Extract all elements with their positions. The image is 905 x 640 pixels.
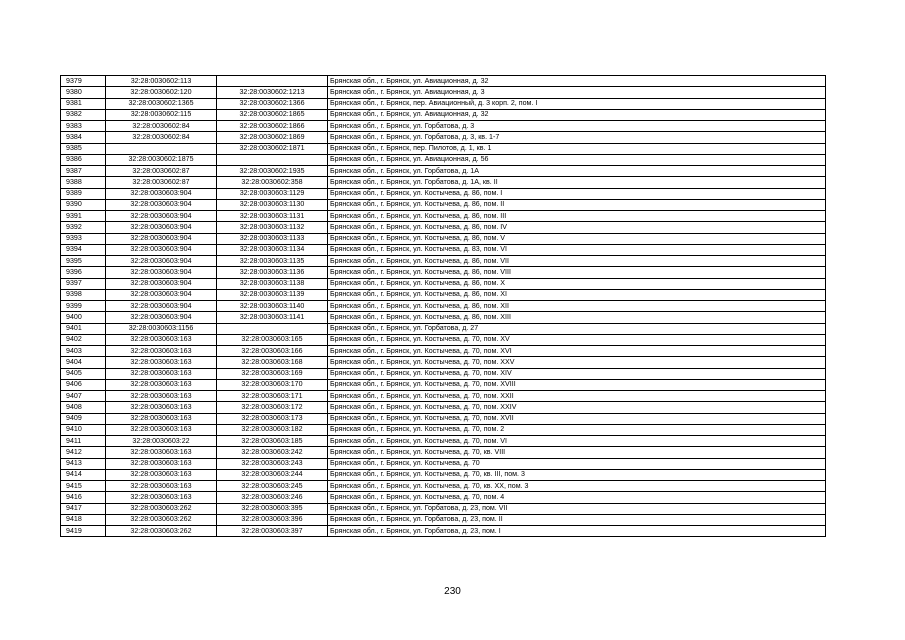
parent-cadastral-number-cell: 32:28:0030603:904	[106, 267, 217, 278]
row-number-cell: 9418	[61, 514, 106, 525]
row-number-cell: 9392	[61, 222, 106, 233]
address-cell: Брянская обл., г. Брянск, ул. Костычева, д. 86, пом. IV	[328, 222, 826, 233]
cadastral-number-cell: 32:28:0030603:245	[217, 481, 328, 492]
table-row	[61, 368, 826, 379]
address-cell: Брянская обл., г. Брянск, ул. Костычева, д. 86, пом. XI	[328, 289, 826, 300]
row-number-cell: 9396	[61, 267, 106, 278]
row-number-cell: 9386	[61, 154, 106, 165]
parent-cadastral-number-cell: 32:28:0030603:1156	[106, 323, 217, 334]
parent-cadastral-number-cell: 32:28:0030602:115	[106, 109, 217, 120]
parent-cadastral-number-cell: 32:28:0030603:163	[106, 413, 217, 424]
address-cell: Брянская обл., г. Брянск, ул. Костычева, д. 70, пом. XVIII	[328, 379, 826, 390]
address-cell: Брянская обл., г. Брянск, пер. Авиационный, д. 3 корп. 2, пом. I	[328, 98, 826, 109]
cadastral-number-cell: 32:28:0030603:1140	[217, 301, 328, 312]
parent-cadastral-number-cell: 32:28:0030603:163	[106, 368, 217, 379]
address-cell: Брянская обл., г. Брянск, ул. Костычева, д. 70, пом. XXIV	[328, 402, 826, 413]
row-number-cell: 9414	[61, 469, 106, 480]
row-number-cell: 9404	[61, 357, 106, 368]
parent-cadastral-number-cell: 32:28:0030603:163	[106, 334, 217, 345]
parent-cadastral-number-cell: 32:28:0030603:904	[106, 199, 217, 210]
parent-cadastral-number-cell: 32:28:0030603:163	[106, 458, 217, 469]
cadastral-number-cell: 32:28:0030603:182	[217, 424, 328, 435]
parent-cadastral-number-cell: 32:28:0030603:904	[106, 211, 217, 222]
address-cell: Брянская обл., г. Брянск, ул. Авиационная, д. 32	[328, 109, 826, 120]
row-number-cell: 9402	[61, 334, 106, 345]
cadastral-number-cell: 32:28:0030603:173	[217, 413, 328, 424]
parent-cadastral-number-cell: 32:28:0030602:113	[106, 76, 217, 87]
address-cell: Брянская обл., г. Брянск, ул. Костычева, д. 70, пом. 4	[328, 492, 826, 503]
row-number-cell: 9393	[61, 233, 106, 244]
table-row	[61, 76, 826, 87]
cadastral-number-cell: 32:28:0030603:1130	[217, 199, 328, 210]
table-row	[61, 424, 826, 435]
address-cell: Брянская обл., г. Брянск, ул. Костычева, д. 70, пом. XV	[328, 334, 826, 345]
row-number-cell: 9407	[61, 391, 106, 402]
address-cell: Брянская обл., г. Брянск, ул. Костычева, д. 86, пом. XIII	[328, 312, 826, 323]
table-row	[61, 301, 826, 312]
row-number-cell: 9416	[61, 492, 106, 503]
row-number-cell: 9390	[61, 199, 106, 210]
table-row	[61, 256, 826, 267]
address-cell: Брянская обл., г. Брянск, ул. Костычева, д. 86, пом. I	[328, 188, 826, 199]
parent-cadastral-number-cell: 32:28:0030603:163	[106, 357, 217, 368]
row-number-cell: 9401	[61, 323, 106, 334]
table-row	[61, 233, 826, 244]
address-cell: Брянская обл., г. Брянск, ул. Костычева, д. 70, кв. III, пом. 3	[328, 469, 826, 480]
table-row	[61, 312, 826, 323]
row-number-cell: 9415	[61, 481, 106, 492]
cadastral-number-cell: 32:28:0030603:396	[217, 514, 328, 525]
parent-cadastral-number-cell: 32:28:0030602:87	[106, 177, 217, 188]
parent-cadastral-number-cell: 32:28:0030603:163	[106, 447, 217, 458]
address-cell: Брянская обл., г. Брянск, ул. Костычева, д. 83, пом. VI	[328, 244, 826, 255]
table-row	[61, 166, 826, 177]
address-cell: Брянская обл., г. Брянск, ул. Костычева, д. 86, пом. XII	[328, 301, 826, 312]
cadastral-number-cell: 32:28:0030603:244	[217, 469, 328, 480]
parent-cadastral-number-cell: 32:28:0030603:163	[106, 379, 217, 390]
table-row	[61, 458, 826, 469]
table-row	[61, 98, 826, 109]
table-row	[61, 211, 826, 222]
parent-cadastral-number-cell: 32:28:0030602:1365	[106, 98, 217, 109]
cadastral-number-cell: 32:28:0030603:1136	[217, 267, 328, 278]
parent-cadastral-number-cell: 32:28:0030602:84	[106, 132, 217, 143]
table-row	[61, 121, 826, 132]
cadastral-number-cell: 32:28:0030603:168	[217, 357, 328, 368]
cadastral-number-cell: 32:28:0030603:185	[217, 436, 328, 447]
address-cell: Брянская обл., г. Брянск, ул. Костычева, д. 70, пом. XXV	[328, 357, 826, 368]
table-row	[61, 278, 826, 289]
row-number-cell: 9412	[61, 447, 106, 458]
table-row	[61, 199, 826, 210]
cadastral-number-cell: 32:28:0030603:1132	[217, 222, 328, 233]
table-row	[61, 379, 826, 390]
address-cell: Брянская обл., г. Брянск, ул. Костычева, д. 70	[328, 458, 826, 469]
table-row	[61, 469, 826, 480]
address-cell: Брянская обл., г. Брянск, ул. Костычева, д. 86, пом. VII	[328, 256, 826, 267]
table-row	[61, 402, 826, 413]
table-row	[61, 177, 826, 188]
address-cell: Брянская обл., г. Брянск, ул. Горбатова, д. 23, пом. VII	[328, 503, 826, 514]
table-row	[61, 267, 826, 278]
parent-cadastral-number-cell: 32:28:0030602:87	[106, 166, 217, 177]
table-row	[61, 492, 826, 503]
cadastral-number-cell: 32:28:0030602:1366	[217, 98, 328, 109]
table-row	[61, 222, 826, 233]
row-number-cell: 9383	[61, 121, 106, 132]
row-number-cell: 9419	[61, 526, 106, 537]
cadastral-number-cell: 32:28:0030603:242	[217, 447, 328, 458]
address-cell: Брянская обл., г. Брянск, ул. Горбатова, д. 1А	[328, 166, 826, 177]
table-row	[61, 514, 826, 525]
parent-cadastral-number-cell: 32:28:0030603:262	[106, 514, 217, 525]
parent-cadastral-number-cell: 32:28:0030603:904	[106, 301, 217, 312]
row-number-cell: 9385	[61, 143, 106, 154]
cadastral-number-cell: 32:28:0030603:166	[217, 346, 328, 357]
address-cell: Брянская обл., г. Брянск, пер. Пилотов, д. 1, кв. 1	[328, 143, 826, 154]
cadastral-number-cell: 32:28:0030603:165	[217, 334, 328, 345]
row-number-cell: 9389	[61, 188, 106, 199]
address-cell: Брянская обл., г. Брянск, ул. Горбатова, д. 1А, кв. II	[328, 177, 826, 188]
cadastral-number-cell: 32:28:0030603:243	[217, 458, 328, 469]
cadastral-number-cell: 32:28:0030602:358	[217, 177, 328, 188]
address-cell: Брянская обл., г. Брянск, ул. Костычева, д. 86, пом. III	[328, 211, 826, 222]
address-cell: Брянская обл., г. Брянск, ул. Костычева, д. 86, пом. VIII	[328, 267, 826, 278]
address-cell: Брянская обл., г. Брянск, ул. Горбатова, д. 23, пом. I	[328, 526, 826, 537]
table-row	[61, 357, 826, 368]
parent-cadastral-number-cell: 32:28:0030603:904	[106, 256, 217, 267]
table-row	[61, 503, 826, 514]
row-number-cell: 9381	[61, 98, 106, 109]
cadastral-number-cell: 32:28:0030602:1871	[217, 143, 328, 154]
row-number-cell: 9413	[61, 458, 106, 469]
address-cell: Брянская обл., г. Брянск, ул. Горбатова, д. 3, кв. 1-7	[328, 132, 826, 143]
address-cell: Брянская обл., г. Брянск, ул. Костычева, д. 70, пом. XVI	[328, 346, 826, 357]
address-cell: Брянская обл., г. Брянск, ул. Костычева, д. 70, пом. 2	[328, 424, 826, 435]
parent-cadastral-number-cell: 32:28:0030603:22	[106, 436, 217, 447]
row-number-cell: 9411	[61, 436, 106, 447]
table-row	[61, 132, 826, 143]
table-row	[61, 87, 826, 98]
address-cell: Брянская обл., г. Брянск, ул. Костычева, д. 86, пом. X	[328, 278, 826, 289]
parent-cadastral-number-cell: 32:28:0030602:84	[106, 121, 217, 132]
address-cell: Брянская обл., г. Брянск, ул. Костычева, д. 86, пом. V	[328, 233, 826, 244]
row-number-cell: 9408	[61, 402, 106, 413]
cadastral-number-cell: 32:28:0030602:1213	[217, 87, 328, 98]
row-number-cell: 9391	[61, 211, 106, 222]
cadastral-number-cell: 32:28:0030603:1135	[217, 256, 328, 267]
table-row	[61, 436, 826, 447]
parent-cadastral-number-cell: 32:28:0030603:163	[106, 481, 217, 492]
row-number-cell: 9395	[61, 256, 106, 267]
parent-cadastral-number-cell: 32:28:0030603:163	[106, 346, 217, 357]
row-number-cell: 9417	[61, 503, 106, 514]
cadastral-number-cell: 32:28:0030603:1141	[217, 312, 328, 323]
parent-cadastral-number-cell: 32:28:0030603:904	[106, 188, 217, 199]
address-cell: Брянская обл., г. Брянск, ул. Авиационная, д. 3	[328, 87, 826, 98]
row-number-cell: 9398	[61, 289, 106, 300]
address-cell: Брянская обл., г. Брянск, ул. Костычева, д. 86, пом. II	[328, 199, 826, 210]
address-cell: Брянская обл., г. Брянск, ул. Авиационная, д. 32	[328, 76, 826, 87]
address-cell: Брянская обл., г. Брянск, ул. Костычева, д. 70, кв. XX, пом. 3	[328, 481, 826, 492]
parent-cadastral-number-cell: 32:28:0030603:163	[106, 402, 217, 413]
cadastral-number-cell: 32:28:0030603:395	[217, 503, 328, 514]
row-number-cell: 9394	[61, 244, 106, 255]
address-cell: Брянская обл., г. Брянск, ул. Костычева, д. 70, кв. VIII	[328, 447, 826, 458]
address-cell: Брянская обл., г. Брянск, ул. Костычева, д. 70, пом. XXII	[328, 391, 826, 402]
parent-cadastral-number-cell: 32:28:0030602:120	[106, 87, 217, 98]
address-cell: Брянская обл., г. Брянск, ул. Костычева, д. 70, пом. XIV	[328, 368, 826, 379]
table-row	[61, 447, 826, 458]
registry-table-body	[61, 76, 826, 537]
parent-cadastral-number-cell: 32:28:0030603:904	[106, 278, 217, 289]
cadastral-number-cell: 32:28:0030603:172	[217, 402, 328, 413]
cadastral-number-cell: 32:28:0030603:397	[217, 526, 328, 537]
table-row	[61, 188, 826, 199]
cadastral-number-cell: 32:28:0030603:1129	[217, 188, 328, 199]
cadastral-number-cell: 32:28:0030603:1134	[217, 244, 328, 255]
table-row	[61, 334, 826, 345]
row-number-cell: 9388	[61, 177, 106, 188]
cadastral-number-cell: 32:28:0030602:1935	[217, 166, 328, 177]
address-cell: Брянская обл., г. Брянск, ул. Горбатова, д. 23, пом. II	[328, 514, 826, 525]
table-row	[61, 481, 826, 492]
cadastral-number-cell: 32:28:0030603:246	[217, 492, 328, 503]
table-row	[61, 391, 826, 402]
cadastral-number-cell	[217, 154, 328, 165]
cadastral-number-cell: 32:28:0030603:1139	[217, 289, 328, 300]
cadastral-number-cell: 32:28:0030603:1133	[217, 233, 328, 244]
address-cell: Брянская обл., г. Брянск, ул. Костычева, д. 70, пом. XVII	[328, 413, 826, 424]
cadastral-number-cell: 32:28:0030602:1865	[217, 109, 328, 120]
table-row	[61, 154, 826, 165]
cadastral-number-cell	[217, 323, 328, 334]
address-cell: Брянская обл., г. Брянск, ул. Горбатова, д. 3	[328, 121, 826, 132]
row-number-cell: 9410	[61, 424, 106, 435]
table-row	[61, 323, 826, 334]
parent-cadastral-number-cell: 32:28:0030603:904	[106, 233, 217, 244]
row-number-cell: 9380	[61, 87, 106, 98]
row-number-cell: 9397	[61, 278, 106, 289]
parent-cadastral-number-cell: 32:28:0030603:904	[106, 289, 217, 300]
parent-cadastral-number-cell: 32:28:0030603:163	[106, 492, 217, 503]
cadastral-number-cell: 32:28:0030602:1869	[217, 132, 328, 143]
parent-cadastral-number-cell: 32:28:0030602:1875	[106, 154, 217, 165]
row-number-cell: 9406	[61, 379, 106, 390]
cadastral-number-cell: 32:28:0030603:170	[217, 379, 328, 390]
cadastral-number-cell: 32:28:0030603:169	[217, 368, 328, 379]
address-cell: Брянская обл., г. Брянск, ул. Костычева, д. 70, пом. VI	[328, 436, 826, 447]
row-number-cell: 9409	[61, 413, 106, 424]
address-cell: Брянская обл., г. Брянск, ул. Горбатова, д. 27	[328, 323, 826, 334]
cadastral-number-cell	[217, 76, 328, 87]
parent-cadastral-number-cell: 32:28:0030603:163	[106, 469, 217, 480]
cadastral-number-cell: 32:28:0030602:1866	[217, 121, 328, 132]
table-row	[61, 346, 826, 357]
parent-cadastral-number-cell: 32:28:0030603:904	[106, 222, 217, 233]
parent-cadastral-number-cell: 32:28:0030603:163	[106, 424, 217, 435]
row-number-cell: 9399	[61, 301, 106, 312]
cadastral-number-cell: 32:28:0030603:1138	[217, 278, 328, 289]
table-row	[61, 526, 826, 537]
row-number-cell: 9384	[61, 132, 106, 143]
table-row	[61, 413, 826, 424]
row-number-cell: 9403	[61, 346, 106, 357]
row-number-cell: 9400	[61, 312, 106, 323]
address-cell: Брянская обл., г. Брянск, ул. Авиационная, д. 56	[328, 154, 826, 165]
cadastral-number-cell: 32:28:0030603:1131	[217, 211, 328, 222]
table-row	[61, 109, 826, 120]
parent-cadastral-number-cell: 32:28:0030603:163	[106, 391, 217, 402]
parent-cadastral-number-cell	[106, 143, 217, 154]
parent-cadastral-number-cell: 32:28:0030603:262	[106, 503, 217, 514]
parent-cadastral-number-cell: 32:28:0030603:262	[106, 526, 217, 537]
parent-cadastral-number-cell: 32:28:0030603:904	[106, 244, 217, 255]
row-number-cell: 9379	[61, 76, 106, 87]
page-number: 230	[444, 586, 461, 597]
row-number-cell: 9405	[61, 368, 106, 379]
table-row	[61, 289, 826, 300]
parent-cadastral-number-cell: 32:28:0030603:904	[106, 312, 217, 323]
row-number-cell: 9382	[61, 109, 106, 120]
table-row	[61, 143, 826, 154]
table-row	[61, 244, 826, 255]
registry-table	[60, 75, 826, 537]
row-number-cell: 9387	[61, 166, 106, 177]
cadastral-number-cell: 32:28:0030603:171	[217, 391, 328, 402]
